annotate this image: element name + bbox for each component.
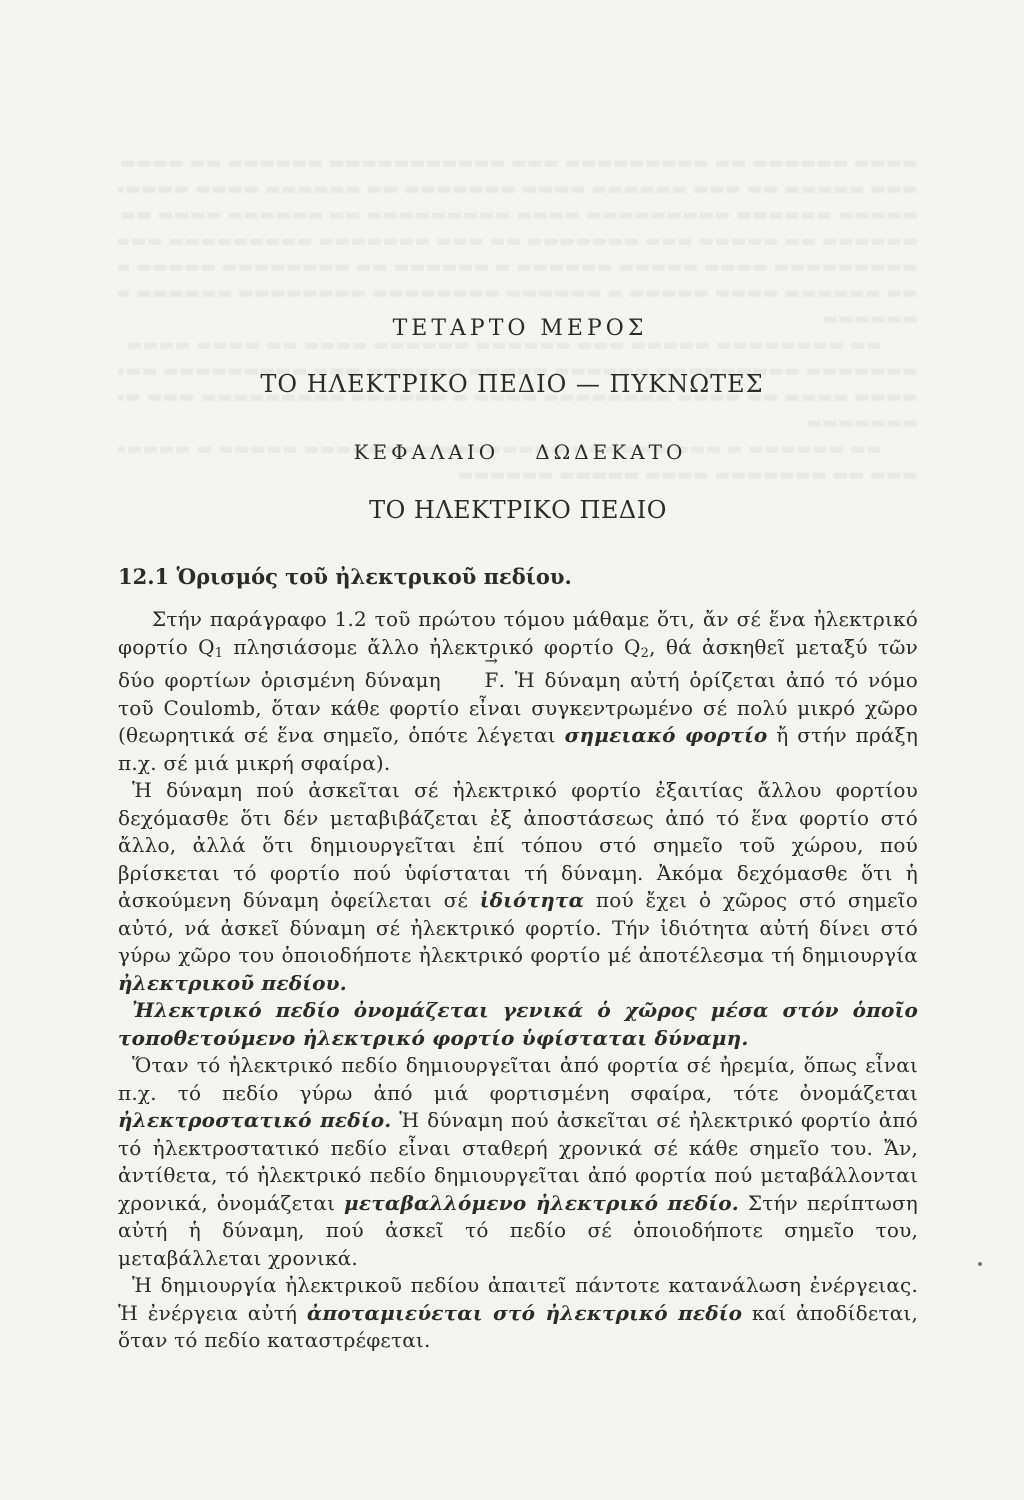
term-electric-field: ἠλεκτρικοῦ πεδίου. xyxy=(118,970,347,995)
term-varying-field: μεταβαλλόμενο ἠλεκτρικό πεδίο. xyxy=(344,1190,739,1215)
paragraph-2 xyxy=(118,777,918,997)
section-heading xyxy=(118,564,572,589)
term-stored-energy: ἀποταμιεύεται στό ἠλεκτρικό πεδίο xyxy=(306,1300,743,1325)
p1-text-5: ἤ στήν πράξη π.χ. σέ μιά μικρή σφαίρα). xyxy=(118,723,919,775)
chapter-title: ΤΟ ΗΛΕΚΤΡΙΚΟ ΠΕΔΙΟ xyxy=(369,496,667,524)
main-title: ΤΟ ΗΛΕΚΤΡΙΚΟ ΠΕΔΙΟ — ΠΥΚΝΩΤΕΣ xyxy=(260,370,764,398)
p4-text-2: Ἡ δύναμη πού ἀσκεῖται σέ ἠλεκτρικό φορτίο ἀπό τό ἠλεκτροστατικό πεδίο εἶναι σταθερή χρονικά σέ κάθε σημεῖο του. Ἄν, ἀντίθετα, τό ἠλεκτρικό πεδίο δημιουργεῖται ἀπό φορτία πού μεταβάλλονται χρονικά, ὀνομάζεται xyxy=(118,1108,918,1215)
paragraph-4 xyxy=(118,1052,918,1272)
p5-text-2: καί ἀποδίδεται, ὅταν τό πεδίο καταστρέφεται. xyxy=(118,1300,919,1352)
paragraph-5 xyxy=(118,1272,918,1355)
definition-paragraph: Ἠλεκτρικό πεδίο ὀνομάζεται γενικά ὁ χῶρος μέσα στόν ὁποῖο τοποθετούμενο ἠλεκτρικό φορτίο ὑφίσταται δύναμη. xyxy=(118,998,918,1050)
p1-text-1: Στήν παράγραφο 1.2 τοῦ πρώτου τόμου μάθαμε ὅτι, ἄν σέ ἕνα ἠλεκτρικό φορτίο Q xyxy=(118,607,918,659)
term-point-charge: σημειακό φορτίο xyxy=(564,723,768,747)
p1-text-4: . Ἡ δύναμη αὐτή ὁρίζεται ἀπό τό νόμο τοῦ Coulomb, ὅταν κάθε φορτίο εἶναι συγκεντρωμένο σέ πολύ μικρό χῶρο (θεωρητικά σέ ἕνα σημεῖο, ὁπότε λέγεται xyxy=(118,668,918,747)
p1-text-2: πλησιάσομε ἄλλο ἠλεκτρικό φορτίο Q xyxy=(223,634,641,659)
chapter-label-word: ΚΕΦΑΛΑΙΟ xyxy=(353,440,500,464)
p1-subscript-1: 1 xyxy=(214,645,224,661)
p5-text-1: Ἡ δημιουργία ἠλεκτρικοῦ πεδίου ἀπαιτεῖ πάντοτε κατανάλωση ἐνέργειας. Ἡ ἐνέργεια αὐτή xyxy=(118,1273,918,1325)
body-text xyxy=(118,606,918,1355)
p2-text-1: Ἡ δύναμη πού ἀσκεῖται σέ ἠλεκτρικό φορτίο ἐξαιτίας ἄλλου φορτίου δεχόμασθε ὅτι δέν μεταβιβάζεται ἐξ ἀποστάσεως ἀπό τό ἕνα φορτίο στό ἄλλο, ἀλλά ὅτι δημιουργεῖται ἐπί τόπου στό σημεῖο τοῦ χώρου, πού βρίσκεται τό φορτίο πού ὑφίσταται τή δύναμη. Ἀκόμα δεχόμασθε ὅτι ἡ ἀσκούμενη δύναμη ὀφείλεται σέ xyxy=(118,778,918,912)
term-property: ἰδιότητα xyxy=(479,888,585,912)
p4-text-3: Στήν περίπτωση αὐτή ἡ δύναμη, πού ἀσκεῖ τό πεδίο σέ ὁποιοδήποτε σημεῖο του, μεταβάλλεται χρονικά. xyxy=(118,1190,918,1270)
p1-subscript-2: 2 xyxy=(640,645,650,661)
p4-text-1: Ὅταν τό ἠλεκτρικό πεδίο δημιουργεῖται ἀπό φορτία σέ ἠρεμία, ὅπως εἶναι π.χ. τό πεδίο γύρω ἀπό μιά φορτισμένη σφαίρα, τότε ὀνομάζεται xyxy=(118,1053,918,1105)
p1-text-3: , θά ἀσκηθεῖ μεταξύ τῶν δύο φορτίων ὁρισμένη δύναμη xyxy=(118,634,918,692)
chapter-label xyxy=(8,440,1024,464)
force-vector: → F xyxy=(450,667,498,695)
section-title: Ὁρισμός τοῦ ἠλεκτρικοῦ πεδίου. xyxy=(176,564,572,589)
section-number: 12.1 xyxy=(118,564,170,589)
chapter-label-ordinal: ΔΩΔΕΚΑΤΟ xyxy=(535,440,687,464)
term-electrostatic-field: ἠλεκτροστατικό πεδίο. xyxy=(118,1108,392,1132)
paragraph-1 xyxy=(118,606,918,777)
part-title: ΤΕΤΑΡΤΟ ΜΕΡΟΣ xyxy=(392,316,648,341)
p2-text-2: πού ἔχει ὁ χῶρος στό σημεῖο αὐτό, νά ἀσκεῖ δύναμη σέ ἠλεκτρικό φορτίο. Τήν ἰδιότητα αὐτή δίνει στό γύρω χῶρο του ὁποιοδήποτε ἠλεκτρικό φορτίο μέ ἀποτέλεσμα τή δημιουργία xyxy=(118,888,919,967)
margin-speck xyxy=(978,1262,982,1266)
